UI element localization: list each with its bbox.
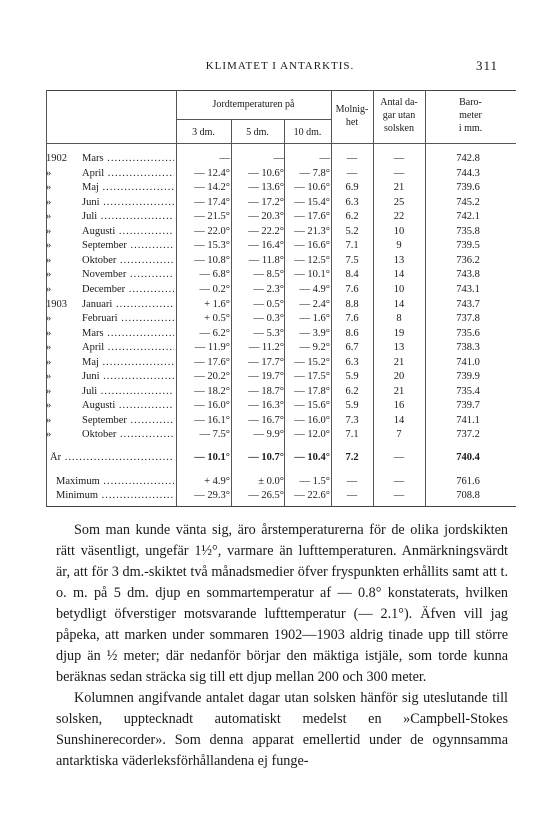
min-label: Minimum ..... [56,490,174,501]
maximum-row [0,476,560,491]
cell-d5: ± 0.0° [258,476,284,487]
cell-sun: 14 [393,269,405,281]
cell-month: Juni ..... [82,371,174,382]
cell-d3: — 10.1° [194,452,230,463]
cell-d5: — 10.7° [248,452,284,463]
cell-d3: — [219,153,230,164]
cell-d5: — 20.3° [248,211,284,223]
cell-d3: — 16.0° [194,400,230,412]
cell-baro: 739.5 [456,240,480,252]
cell-month: Maj ..... [82,357,174,368]
cell-d10: — 1.5° [299,476,330,487]
paragraph: Kolumnen angifvande antalet dagar utan solsken hänför sig uteslutande till solsken, upptecknadt automatiskt medelst en »Campbell-Stokes Sunshinerecorder». Som denna apparat emellertid under de ogynnsamma antarktiska väderleksförhållandena ej funge- [56,690,508,769]
cell-baro: 737.8 [456,313,480,325]
cell-d10: — 7.8° [299,167,330,179]
cell-d10: — 16.6° [294,240,330,252]
cell-cloud: 7.1 [345,429,359,441]
table-row [0,226,560,241]
cell-cloud: 5.9 [345,400,359,412]
cell-year: » [46,313,52,325]
cell-sun: 14 [393,298,405,310]
cell-year: » [46,225,52,237]
cell-cloud: — [346,167,358,179]
cell-cloud: 6.2 [345,385,359,397]
cell-baro: 743.1 [456,283,480,295]
cell-d10: — 10.1° [294,269,330,281]
cell-d3: — 10.8° [194,254,230,266]
cell-sun: 16 [393,400,405,412]
cell-d3: — 14.2° [194,182,230,194]
table-row [0,386,560,401]
table-row [0,168,560,183]
cell-d3: — 15.3° [194,240,230,252]
cell-cloud: 7.1 [345,240,359,252]
cell-d5: — 11.2° [248,342,284,354]
cell-d5: — 13.6° [248,182,284,194]
cell-month: April ..... [82,342,174,353]
cell-year: » [46,327,52,339]
cell-baro: 739.7 [456,400,480,412]
cell-cloud: — [346,153,358,164]
cell-d5: — [273,153,284,164]
cell-month: Juni ..... [82,197,174,208]
running-title: KLIMATET I ANTARKTIS. [205,60,355,72]
cell-d5: — 16.3° [248,400,284,412]
table-row [0,197,560,212]
cell-d5: — 26.5° [248,490,284,501]
table-row [0,255,560,270]
cell-cloud: 7.6 [345,313,359,325]
cell-year: 1902 [46,153,67,164]
cell-sun: 22 [393,211,405,223]
table-top-rule [46,90,516,91]
cell-cloud: 6.3 [345,356,359,368]
cell-month: Juli ..... [82,211,174,222]
cell-d5: — 10.6° [248,167,284,179]
cell-d10: — 21.3° [294,225,330,237]
cell-baro: 737.2 [456,429,480,441]
cell-year: » [46,342,52,354]
cell-d10: — 12.0° [294,429,330,441]
cell-year: » [46,429,52,441]
cell-sun: 21 [393,182,405,194]
table-bottom-rule [46,506,516,507]
cell-d10: — 15.4° [294,196,330,208]
cell-d5: — 17.2° [248,196,284,208]
table-row [0,211,560,226]
cell-d5: — 9.9° [253,429,284,441]
year-summary-row [0,452,560,467]
cell-sun: 19 [393,327,405,339]
cell-year: » [46,400,52,412]
cell-d3: — 20.2° [194,371,230,383]
cell-cloud: 6.3 [345,196,359,208]
cell-d3: — 0.2° [199,283,230,295]
cell-d5: — 5.3° [253,327,284,339]
cell-sun: 10 [393,225,405,237]
cell-baro: 739.9 [456,371,480,383]
cell-d3: — 17.6° [194,356,230,368]
cell-sun: 10 [393,283,405,295]
cloud-header [331,103,373,129]
cell-year: » [46,182,52,194]
cell-cloud: 6.7 [345,342,359,354]
cell-sun: 7 [396,429,402,441]
cell-sun: 14 [393,414,405,426]
cell-year: » [46,167,52,179]
table-row [0,342,560,357]
cell-d10: — 10.6° [294,182,330,194]
cell-d5: — 0.5° [253,298,284,310]
cell-month: Juli ..... [82,386,174,397]
cell-sun: 9 [396,240,402,252]
cloud-header-line: het [345,117,359,128]
cell-year: » [46,385,52,397]
cell-baro: 742.1 [456,211,480,223]
body-text [56,520,508,772]
cell-d5: — 16.7° [248,414,284,426]
cell-d5: — 8.5° [253,269,284,281]
cell-sun: 21 [393,356,405,368]
cell-d3: — 29.3° [194,490,230,501]
cell-baro: 743.8 [456,269,480,281]
cell-d10: — 17.8° [294,385,330,397]
group-header: Jordtemperaturen på [212,99,295,110]
cell-d10: — 4.9° [299,283,330,295]
sunless-days-header [373,96,425,135]
table-row [0,328,560,343]
cell-cloud: 8.8 [345,298,359,310]
cell-cloud: 6.2 [345,211,359,223]
barometer-header [425,96,516,135]
page-header [0,58,560,78]
cell-d3: + 0.5° [204,313,230,325]
cell-d3: — 7.5° [199,429,230,441]
cell-cloud: 8.4 [345,269,359,281]
cell-baro: 743.7 [456,298,480,310]
cell-month: Oktober ..... [82,255,174,266]
sun-header-line: Antal da- [380,97,418,108]
cell-year: » [46,269,52,281]
depth-10dm-header: 10 dm. [293,127,322,138]
baro-header-line: meter [459,110,482,121]
cell-month: September ..... [82,240,174,251]
cell-month: Augusti ..... [82,226,174,237]
cell-baro: 708.8 [456,490,480,501]
max-label: Maximum ..... [56,476,174,487]
depth-5dm-header: 5 dm. [246,127,269,138]
cell-cloud: 6.9 [345,182,359,194]
cell-baro: 741.1 [456,414,480,426]
cell-sun: — [393,167,405,179]
cell-month: Februari ..... [82,313,174,324]
cell-d3: + 1.6° [204,298,230,310]
cell-month: Oktober ..... [82,429,174,440]
cell-d10: — 3.9° [299,327,330,339]
table-row [0,415,560,430]
cell-month: September ..... [82,415,174,426]
cell-year: » [46,196,52,208]
cell-month: December ..... [82,284,174,295]
cell-d5: — 0.3° [253,313,284,325]
table-row [0,240,560,255]
cell-baro: 741.0 [456,356,480,368]
cell-d5: — 16.4° [248,240,284,252]
cell-cloud: — [346,476,358,487]
cell-cloud: 7.2 [345,452,359,463]
cell-year: 1903 [46,298,67,310]
cell-sun: — [393,153,405,164]
table-row [0,429,560,444]
cell-sun: 8 [396,313,402,325]
cell-d5: — 22.2° [248,225,284,237]
cell-d10: — 17.6° [294,211,330,223]
cell-year: » [46,211,52,223]
cell-sun: 21 [393,385,405,397]
cell-month: Januari ..... [82,299,174,310]
cell-baro: 735.4 [456,385,480,397]
cell-d5: — 19.7° [248,371,284,383]
table-row [0,182,560,197]
cell-d5: — 17.7° [248,356,284,368]
header-bottom-rule [46,143,516,144]
sun-header-line: solsken [384,123,414,134]
cell-baro: 742.8 [456,153,480,164]
cell-d10: — [319,153,330,164]
cell-d5: — 2.3° [253,283,284,295]
cell-sun: 13 [393,342,405,354]
cell-d10: — 17.5° [294,371,330,383]
subheader-rule [176,119,331,120]
cell-d3: — 17.4° [194,196,230,208]
minimum-row [0,490,560,505]
cell-sun: 25 [393,196,405,208]
baro-header-line: Baro- [459,97,482,108]
cell-d5: — 11.8° [248,254,284,266]
cell-year: » [46,371,52,383]
cell-baro: 745.2 [456,196,480,208]
page-number: 311 [475,58,498,73]
cell-year: » [46,240,52,252]
depth-3dm-header: 3 dm. [192,127,215,138]
cell-d10: — 1.6° [299,313,330,325]
cell-d3: — 21.5° [194,211,230,223]
year-label: År ..... [50,452,174,463]
paragraph: Som man kunde vänta sig, äro årstemperaturerna för de olika jordskikten rätt väsentligt, ungefär 1½°, varmare än lufttemperaturen. Anmärkningsvärdt är, att för 3 dm.-skiktet två månadsmedier öfver fryspunkten erhållits samt att t. o. m. på 5 dm. djup en sommartemperatur af — 0.8° konstaterats, hvilken betydligt öfverstiger motsvarande lufttemperatur (— 2.1°). Äfven vill jag påpeka, att marken under sommaren 1902—1903 aldrig tinade upp till större djup än ½ meter; där nedanför börjar den mäktiga istjäle, som torde kunna beräknas sedan sträcka sig till ett djup mellan 200 och 300 meter. [56,522,508,685]
cell-cloud: 7.6 [345,283,359,295]
cell-sun: — [393,452,405,463]
cell-year: » [46,356,52,368]
cell-d10: — 15.6° [294,400,330,412]
table-row [0,299,560,314]
cell-d3: — 22.0° [194,225,230,237]
cloud-header-line: Molnig- [335,104,369,115]
table-row [0,313,560,328]
table-row [0,400,560,415]
table-row [0,284,560,299]
sun-header-line: gar utan [382,110,416,121]
cell-baro: 744.3 [456,167,480,179]
cell-cloud: 5.9 [345,371,359,383]
cell-d10: — 12.5° [294,254,330,266]
cell-d10: — 9.2° [299,342,330,354]
cell-d10: — 2.4° [299,298,330,310]
cell-d3: — 11.9° [194,342,230,354]
cell-baro: 740.4 [456,452,480,463]
cell-year: » [46,254,52,266]
cell-month: Augusti ..... [82,400,174,411]
cell-d10: — 16.0° [294,414,330,426]
cell-sun: 13 [393,254,405,266]
cell-cloud: 5.2 [345,225,359,237]
table-row [0,357,560,372]
cell-baro: 738.3 [456,342,480,354]
cell-year: » [46,283,52,295]
cell-year: » [46,414,52,426]
table-row [0,269,560,284]
cell-d3: — 6.2° [199,327,230,339]
cell-cloud: 8.6 [345,327,359,339]
cell-month: November ..... [82,269,174,280]
cell-sun: — [393,476,405,487]
cell-sun: 20 [393,371,405,383]
cell-d5: — 18.7° [248,385,284,397]
cell-baro: 761.6 [456,476,480,487]
cell-d3: — 16.1° [194,414,230,426]
cell-d3: — 12.4° [194,167,230,179]
cell-d3: + 4.9° [204,476,230,487]
cell-cloud: — [346,490,358,501]
baro-header-line: i mm. [458,123,483,134]
cell-cloud: 7.5 [345,254,359,266]
cell-month: April ..... [82,168,174,179]
table-row [0,371,560,386]
cell-month: Mars ..... [82,153,174,164]
cell-sun: — [393,490,405,501]
cell-baro: 736.2 [456,254,480,266]
cell-month: Mars ..... [82,328,174,339]
cell-d3: — 18.2° [194,385,230,397]
cell-d10: — 22.6° [294,490,330,501]
cell-month: Maj ..... [82,182,174,193]
cell-baro: 735.8 [456,225,480,237]
cell-baro: 735.6 [456,327,480,339]
cell-baro: 739.6 [456,182,480,194]
table-row [0,153,560,168]
cell-cloud: 7.3 [345,414,359,426]
cell-d10: — 10.4° [294,452,330,463]
cell-d3: — 6.8° [199,269,230,281]
cell-d10: — 15.2° [294,356,330,368]
